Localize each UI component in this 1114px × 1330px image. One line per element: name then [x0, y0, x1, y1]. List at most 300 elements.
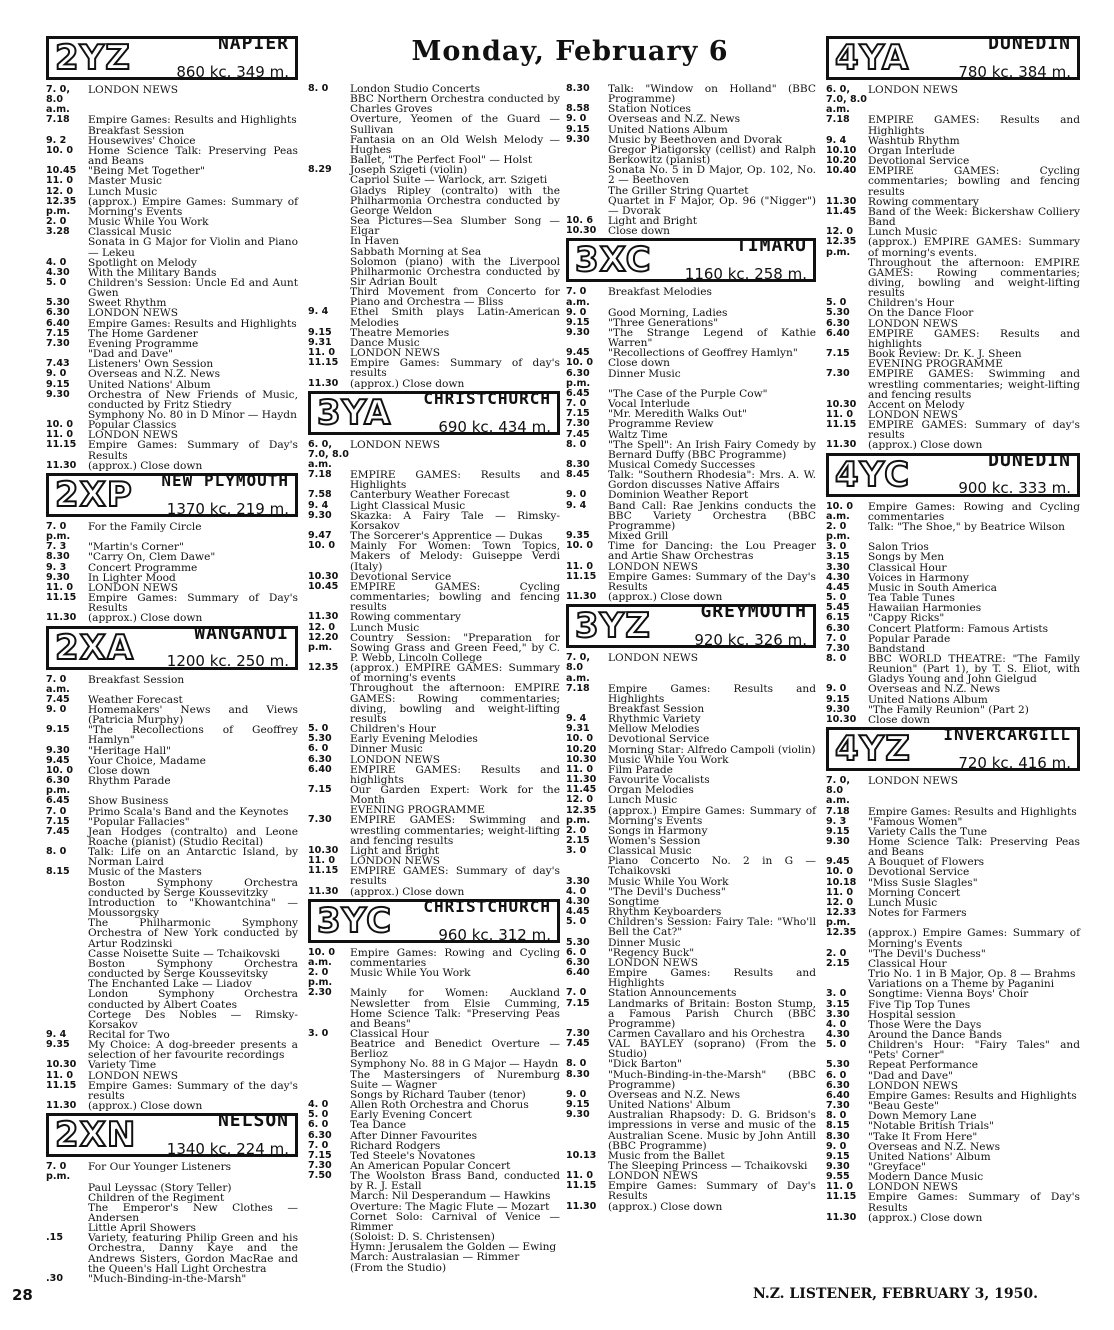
programme-time: 7. 0 a.m.: [566, 286, 590, 308]
programme-time: 11.30: [826, 1211, 857, 1223]
programme-time: 6.30: [566, 956, 590, 968]
programme-text: "The Case of the Purple Cow": [608, 387, 768, 400]
programme-item: [826, 949, 1080, 959]
programme-item: [566, 84, 816, 104]
programme-item: [308, 379, 560, 389]
programme-time: 9.15: [566, 1099, 590, 1111]
programme-text: Book Review: Dr. K. J. Sheen: [868, 348, 1022, 361]
programme-text: Trio No. 1 in B Major, Op. 8 — Brahms: [868, 968, 1076, 981]
station-frequency: 900 kc. 333 m.: [958, 479, 1071, 498]
programme-time: 2. 0 p.m.: [826, 520, 851, 543]
programme-time: 12. 0: [826, 226, 854, 238]
programme-item: [826, 624, 1080, 634]
programme-text: "The Strange Legend of Kathie Warren": [608, 326, 816, 350]
programme-time: 7.45: [566, 1038, 590, 1050]
programme-text: EMPIRE GAMES: Swimming and wrestling commentaries; weight-lifting and fencing results: [868, 368, 1080, 401]
programme-item: [308, 94, 560, 114]
programme-text: "Notable British Trials": [868, 1120, 994, 1133]
programme-time: 6.30 p.m.: [46, 775, 71, 797]
programme-time: [46, 949, 88, 959]
programme-text: Master Music: [88, 175, 162, 188]
programme-item: [308, 135, 560, 155]
programme-time: 9.30: [566, 133, 590, 145]
programme-text: Overseas and N.Z. News: [608, 113, 741, 126]
programme-time: 11. 0: [308, 347, 336, 359]
programme-item: [308, 683, 560, 724]
programme-time: 12.35 p.m.: [46, 195, 77, 217]
programme-text: Classical Hour: [350, 1027, 429, 1040]
programme-text: London Studio Concerts: [350, 83, 481, 95]
station-city: NELSON: [217, 1110, 289, 1132]
programme-text: Notes for Farmers: [868, 907, 967, 920]
programme-item: [566, 572, 816, 592]
programme-time: 9. 0: [566, 1088, 587, 1100]
station-header: [308, 896, 560, 944]
programme-time: 11.15: [566, 1180, 597, 1192]
programme-time: 4. 0: [308, 1099, 329, 1111]
programme-time: 8. 0: [826, 652, 847, 664]
programme-text: Favourite Vocalists: [608, 774, 710, 787]
programme-item: [308, 1263, 560, 1273]
programme-time: 11. 0: [46, 175, 74, 187]
programme-text: Empire Games: Summary of Day's Results: [608, 1180, 816, 1203]
station-city: CHRISTCHURCH: [423, 388, 551, 408]
programme-time: 5.30: [46, 297, 70, 309]
programme-time: 8.30: [566, 1068, 590, 1080]
station-header: [46, 470, 298, 518]
programme-text: LONDON NEWS: [868, 409, 958, 421]
programme-item: [46, 1010, 298, 1030]
programme-time: [308, 247, 350, 257]
programme-item: [826, 207, 1080, 227]
programme-time: [308, 236, 350, 246]
programme-time: [308, 135, 350, 155]
programme-text: Mixed Grill: [608, 530, 669, 543]
programme-item: [46, 85, 298, 115]
programme-text: Empire Games: Results and Highlights: [608, 682, 816, 705]
programme-text: "Much-Binding-in-the-Marsh" (BBC Programme): [608, 1068, 816, 1091]
programme-text: Home Science Talk: Preserving Peas and Beans: [868, 836, 1080, 859]
programme-item: [46, 197, 298, 217]
programme-text: Evening Programme: [88, 337, 199, 350]
programme-time: 9.47: [308, 530, 332, 542]
programme-time: 9. 0: [46, 368, 67, 380]
programme-time: [308, 186, 350, 216]
programme-item: [308, 1120, 560, 1130]
programme-text: Classical Hour: [868, 957, 947, 970]
programme-time: 5. 0: [566, 916, 587, 928]
station-header: [826, 727, 1080, 771]
programme-time: 7. 0: [46, 805, 67, 817]
programme-item: [308, 307, 560, 327]
programme-time: 9. 3: [46, 561, 67, 573]
programme-text: Empire Games: Results and Highlights: [868, 1089, 1077, 1102]
programme-time: 5.30: [308, 733, 332, 745]
programme-time: [46, 898, 88, 918]
programme-text: LONDON NEWS: [350, 347, 440, 360]
programme-time: 8.29: [308, 164, 332, 176]
programme-item: [308, 114, 560, 134]
programme-time: 9. 4: [826, 134, 847, 146]
station-city: WANGANUI: [194, 622, 289, 644]
programme-time: [308, 114, 350, 134]
programme-text: Symphony No. 88 in G Major — Haydn: [350, 1058, 559, 1071]
programme-time: 8. 0: [566, 1058, 587, 1070]
programme-item: [46, 1203, 298, 1223]
programme-time: [308, 1212, 350, 1232]
programme-item: [46, 918, 298, 948]
programme-text: (approx.) Close down: [608, 591, 723, 604]
programme-text: Close down: [88, 764, 150, 777]
programme-time: 2.15: [826, 957, 850, 969]
programme-time: [308, 1039, 350, 1059]
programme-text: "Beau Geste": [868, 1100, 940, 1113]
programme-time: 10.45: [46, 165, 77, 177]
programme-time: 3. 0: [826, 988, 847, 1000]
programme-time: [566, 186, 608, 196]
programme-time: 10.40: [826, 165, 857, 177]
programme-item: [826, 715, 1080, 725]
programme-time: 4.30: [566, 895, 590, 907]
programme-text: Third Movement from Concerto for Piano and Orchestra — Bliss: [350, 286, 560, 309]
station-call-sign: 2XA: [55, 627, 135, 668]
programme-text: Lunch Music: [350, 621, 420, 634]
programme-text: United Nations' Album: [608, 1099, 731, 1112]
programme-time: [566, 196, 608, 216]
programme-time: 11. 0: [46, 581, 74, 593]
programme-time: 10.10: [826, 144, 857, 156]
programme-time: 7.18: [826, 805, 850, 817]
programme-text: Dance Music: [350, 336, 420, 349]
programme-item: [826, 908, 1080, 928]
programme-time: 4.45: [566, 906, 590, 918]
programme-text: Breakfast Session: [608, 702, 705, 715]
programme-text: Voices in Harmony: [868, 571, 969, 584]
programme-item: [308, 236, 560, 246]
programme-time: 5. 0: [826, 1039, 847, 1051]
programme-item: [826, 989, 1080, 999]
programme-item: [308, 582, 560, 612]
programme-time: 8. 0: [566, 438, 587, 450]
programme-time: 12. 0: [308, 621, 336, 633]
programme-item: [308, 612, 560, 622]
programme-item: [566, 1202, 816, 1212]
programme-text: Sabbath Morning at Sea: [350, 245, 482, 258]
programme-time: [308, 1252, 350, 1262]
programme-time: 12.35 p.m.: [826, 236, 857, 258]
programme-item: [826, 1060, 1080, 1070]
programme-item: [308, 470, 560, 490]
programme-time: 4. 0: [46, 256, 67, 268]
programme-time: 9. 3: [826, 815, 847, 827]
programme-text: Hospital session: [868, 1008, 956, 1021]
programme-item: [46, 369, 298, 379]
programme-time: 7. 0: [566, 987, 587, 999]
programme-text: Music While You Work: [608, 753, 729, 766]
programme-item: [566, 795, 816, 805]
programme-item: [46, 847, 298, 867]
programme-item: [308, 358, 560, 378]
programme-item: [46, 756, 298, 766]
programme-text: The Sorcerer's Apprentice — Dukas: [350, 530, 543, 543]
programme-text: EVENING PROGRAMME: [350, 804, 485, 817]
programme-time: [826, 969, 868, 979]
station-city: TIMARU: [735, 235, 807, 257]
programme-text: Empire Games: Rowing and Cycling commentaries: [350, 946, 560, 969]
programme-text: (approx.) Close down: [350, 885, 465, 898]
programme-text: Australian Rhapsody: D. G. Bridson's impressions in verse and music of the Australian Scene. Music by John Antill (BBC Programme): [608, 1109, 816, 1152]
programme-text: Music While You Work: [608, 875, 729, 888]
programme-text: Allen Roth Orchestra and Chorus: [350, 1099, 529, 1112]
programme-time: [566, 165, 608, 185]
programme-text: Housewives' Choice: [88, 134, 196, 147]
programme-item: [46, 725, 298, 745]
station-call-sign: 2XP: [55, 474, 133, 515]
programme-text: Theatre Memories: [350, 326, 450, 339]
station-frequency: 860 kc. 349 m.: [176, 62, 289, 81]
programme-item: [308, 785, 560, 805]
programme-text: (approx.) Close down: [88, 1100, 203, 1113]
programme-text: (approx.) Empire Games: Summary of Morning's Events: [88, 195, 298, 218]
programme-item: [46, 705, 298, 725]
programme-text: Rowing commentary: [350, 611, 461, 624]
programme-time: 9. 2: [46, 134, 67, 146]
programme-text: Children of the Regiment: [88, 1191, 225, 1204]
programme-text: United Nations Album: [608, 123, 728, 136]
programme-text: Children's Hour: [868, 297, 954, 310]
programme-time: 8. 0: [46, 846, 67, 858]
programme-time: 4. 0: [566, 885, 587, 897]
programme-text: Capriol Suite — Warlock, arr. Szigeti: [350, 174, 548, 187]
programme-item: [826, 1121, 1080, 1131]
programme-time: 11. 0: [308, 855, 336, 867]
programme-text: The Emperor's New Clothes — Andersen: [88, 1201, 298, 1224]
programme-item: [566, 541, 816, 561]
station-header: [46, 622, 298, 671]
programme-text: The Home Gardener: [88, 327, 198, 340]
programme-text: A Bouquet of Flowers: [868, 856, 985, 869]
station-call-sign: 2YZ: [55, 38, 131, 78]
programme-time: 11.15: [826, 1191, 857, 1203]
programme-time: 11.30: [826, 439, 857, 451]
programme-time: [566, 145, 608, 165]
station-header: [46, 33, 298, 81]
programme-item: [826, 634, 1080, 644]
programme-text: Accent on Melody: [868, 398, 965, 411]
programme-time: 6.45: [566, 387, 590, 399]
programme-time: 8.30: [566, 459, 590, 470]
programme-text: Casse Noisette Suite — Tchaikovski: [88, 947, 280, 960]
programme-text: Classical Music: [608, 845, 692, 858]
station-frequency: 1160 kc. 258 m.: [684, 265, 807, 284]
programme-time: 4.30: [826, 571, 850, 583]
footer-publication: N.Z. LISTENER, FEBRUARY 3, 1950.: [752, 1286, 1038, 1302]
programme-text: Show Business: [88, 795, 169, 808]
programme-time: 11.30: [566, 1200, 597, 1212]
programme-item: [566, 887, 816, 897]
programme-item: [826, 776, 1080, 806]
programme-text: "Popular Fallacies": [88, 815, 190, 828]
programme-text: Overseas and N.Z. News: [868, 683, 1001, 696]
programme-time: 3.30: [826, 561, 850, 573]
station-city: CHRISTCHURCH: [423, 896, 551, 916]
programme-text: Station Announcements: [608, 987, 737, 1000]
programme-time: [46, 959, 88, 979]
programme-time: 9.15: [308, 326, 332, 338]
programme-item: [308, 734, 560, 744]
programme-item: [826, 837, 1080, 857]
programme-text: "Greyface": [868, 1161, 926, 1173]
programme-time: 11.15: [46, 439, 77, 451]
programme-text: "Martin's Corner": [88, 541, 184, 554]
programme-text: Breakfast Session: [88, 673, 185, 686]
programme-time: 8.58: [566, 103, 590, 115]
programme-time: 9.30: [566, 1109, 590, 1121]
programme-time: [308, 257, 350, 287]
programme-time: 12.35: [308, 662, 339, 674]
station-header: [826, 33, 1080, 81]
programme-time: 2. 0: [826, 947, 847, 959]
programme-time: [308, 175, 350, 185]
programme-time: 5.45: [826, 602, 850, 614]
programme-time: [46, 979, 88, 989]
programme-time: [46, 878, 88, 898]
programme-time: 7.58: [308, 489, 332, 501]
programme-text: LONDON NEWS: [88, 581, 178, 594]
programme-time: 7.15: [566, 408, 590, 420]
programme-time: 10. 0: [566, 733, 594, 745]
programme-time: 6. 0: [308, 1119, 329, 1131]
programme-text: Down Memory Lane: [868, 1110, 977, 1123]
programme-time: 12.35: [826, 927, 857, 939]
programme-text: Overture, Yeomen of the Guard — Sullivan: [350, 113, 560, 136]
programme-text: Dinner Music: [608, 367, 681, 380]
programme-item: [826, 522, 1080, 542]
programme-time: .15: [46, 1232, 63, 1244]
programme-text: Empire Games: Summary of Day's Results: [868, 1191, 1080, 1214]
programme-time: 6. 0: [826, 1069, 847, 1081]
programme-item: [566, 216, 816, 226]
programme-text: Music While You Work: [88, 216, 209, 229]
programme-text: Washtub Rhythm: [868, 134, 960, 147]
programme-time: 7.45: [566, 428, 590, 440]
programme-time: 9.30: [826, 836, 850, 847]
programme-text: EVENING PROGRAMME: [868, 358, 1003, 371]
programme-time: 9.15: [566, 123, 590, 135]
programme-item: [566, 1039, 816, 1059]
programme-time: 2. 0: [46, 216, 67, 228]
programme-item: [826, 1213, 1080, 1223]
programme-text: Hymn: Jerusalem the Golden — Ewing: [350, 1241, 557, 1254]
programme-time: [308, 1070, 350, 1090]
programme-item: [308, 663, 560, 683]
programme-time: 11.45: [566, 784, 597, 796]
station-call-sign: 4YC: [835, 454, 911, 495]
programme-time: 6.30: [826, 1079, 850, 1091]
programme-text: Musical Comedy Successes: [608, 459, 756, 471]
programme-time: 7.30: [46, 337, 70, 349]
programme-time: 11.30: [566, 591, 597, 603]
programme-item: [566, 196, 816, 216]
programme-time: 6.40: [46, 317, 70, 329]
programme-item: [826, 1091, 1080, 1101]
programme-text: (approx.) Empire Games: Summary of Morning's Events: [608, 804, 816, 827]
programme-text: LONDON NEWS: [868, 84, 958, 96]
programme-text: Empire Games: Results and Highlights: [88, 317, 297, 330]
station-call-sign: 4YZ: [835, 729, 911, 770]
programme-text: Mainly for Women: Auckland Newsletter from Elsie Cumming, Home Science Talk: "Preserving Peas and Beans": [350, 987, 560, 1030]
programme-time: 7. 0: [566, 398, 587, 410]
programme-item: [46, 217, 298, 227]
programme-time: 7.45: [46, 825, 70, 837]
programme-time: [46, 1193, 88, 1203]
programme-text: Bandstand: [868, 642, 926, 655]
programme-text: Music from the Ballet: [608, 1149, 725, 1162]
column-2: [308, 84, 560, 1273]
programme-text: Empire Games: Summary of the Day's Results: [608, 570, 816, 593]
station-header: [566, 235, 816, 284]
programme-time: [308, 287, 350, 307]
programme-text: Vocal Interlude: [608, 398, 690, 411]
programme-text: Devotional Service: [868, 155, 970, 168]
programme-item: [46, 1233, 298, 1274]
programme-time: 7. 0, 8.0 a.m.: [566, 652, 590, 684]
programme-text: Dinner Music: [608, 936, 681, 949]
programme-text: LONDON NEWS: [868, 317, 958, 330]
programme-text: Sweet Rhythm: [88, 297, 167, 310]
programme-text: For the Family Circle: [88, 520, 202, 533]
programme-text: Women's Session: [608, 835, 701, 847]
programme-text: Concert Platform: Famous Artists: [868, 622, 1049, 635]
programme-time: 3.15: [826, 551, 850, 563]
programme-text: LONDON NEWS: [88, 1069, 178, 1082]
programme-text: Morning Star: Alfredo Campoli (violin): [608, 743, 816, 756]
station-header: [46, 1110, 298, 1159]
programme-time: 7.18: [46, 114, 70, 126]
programme-time: 7.30: [308, 1160, 332, 1171]
station-frequency: 720 kc. 416 m.: [958, 753, 1071, 772]
programme-time: 10. 0: [826, 866, 854, 878]
programme-text: Children's Session: Fairy Tale: "Who'll Bell the Cat?": [608, 916, 816, 939]
programme-time: 11. 0: [46, 1069, 74, 1081]
programme-time: 10. 0: [46, 144, 74, 156]
programme-time: 9.30: [46, 388, 70, 400]
programme-time: 4.30: [826, 1028, 850, 1040]
programme-time: 10. 0 a.m.: [308, 946, 336, 968]
programme-time: 6. 0: [566, 946, 587, 958]
programme-time: 10.30: [826, 398, 857, 410]
programme-text: VAL BAYLEY (soprano) (From the Studio): [608, 1038, 816, 1061]
programme-time: 10.13: [566, 1149, 597, 1161]
programme-item: [46, 166, 298, 176]
programme-item: [566, 419, 816, 429]
programme-text: Little April Showers: [88, 1222, 196, 1235]
programme-item: [46, 237, 298, 257]
programme-time: 2. 0 p.m.: [308, 967, 333, 989]
programme-text: LONDON NEWS: [608, 1170, 698, 1183]
programme-text: Programme Review: [608, 418, 714, 431]
programme-item: [566, 999, 816, 1029]
programme-text: Variety, featuring Philip Green and his Orchestra, Danny Kaye and the Andrews Sisters, Gordon MacRae and the Queen's Hall Light Orchestra: [88, 1232, 298, 1275]
programme-text: (approx.) Close down: [868, 1211, 983, 1224]
programme-item: [826, 654, 1080, 684]
programme-time: 5. 0: [308, 1109, 329, 1121]
programme-time: 5.30: [826, 1059, 850, 1071]
programme-text: The Mastersingers of Nuremburg Suite — Wagner: [350, 1068, 560, 1091]
programme-text: United Nations' Album: [88, 378, 211, 391]
programme-time: 6.40: [308, 763, 332, 775]
programme-time: 11.15: [826, 419, 857, 431]
